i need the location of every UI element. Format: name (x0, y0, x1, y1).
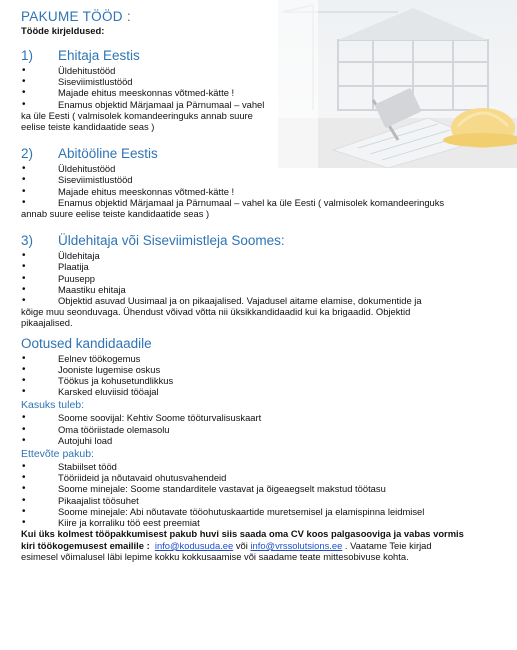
list-item: • Siseviimistlustööd (21, 76, 491, 87)
page-subtitle: Tööde kirjeldused: (21, 25, 105, 36)
list-item: • Tööriideid ja nõutavaid ohutusvahendeid (21, 472, 491, 483)
section-3-title: Üldehitaja või Siseviimistleja Soomes: (58, 233, 285, 249)
section-2-list (21, 163, 491, 219)
list-item: • Üldehitustööd (21, 163, 491, 174)
closing-line-2-text: kiri töökogemusest emailile : (21, 539, 150, 551)
list-item: • Maastiku ehitaja (21, 284, 491, 295)
list-item: • Oma tööriistade olemasolu (21, 424, 491, 435)
job-offer-document (21, 8, 491, 563)
section-2-heading (21, 145, 491, 162)
list-item-continuation: ka üle Eesti ( valmisolek komandeeringuks annab suure (21, 109, 253, 121)
list-item: • Enamus objektid Märjamaal ja Pärnumaal – vahel (21, 99, 491, 110)
section-3-list (21, 250, 491, 328)
section-1-list (21, 65, 491, 132)
expectations-heading: Ootused kandidaadile (21, 335, 152, 351)
section-1-number: 1) (21, 48, 34, 63)
list-item: • Jooniste lugemise oskus (21, 364, 491, 375)
section-1-title: Ehitaja Eestis (58, 48, 140, 63)
closing-after-text: . Vaatame Teie kirjad (342, 539, 432, 551)
list-item: • Enamus objektid Märjamaal ja Pärnumaal – vahel ka üle Eesti ( valmisolek komandeeringuks (21, 197, 491, 208)
list-item: • Majade ehitus meeskonnas võtmed-kätte ! (21, 87, 491, 98)
list-item: • Soome minejale: Soome standarditele vastavat ja õigeaegselt makstud töötasu (21, 483, 491, 494)
section-3-number: 3) (21, 233, 34, 249)
list-item: • Töökus ja kohusetundlikkus (21, 375, 491, 386)
list-item: • Üldehitaja (21, 250, 491, 261)
list-item: • Autojuhi load (21, 435, 491, 446)
list-item: • Objektid asuvad Uusimaal ja on pikaajalised. Vajadusel aitame elamise, dokumentide ja (21, 295, 491, 306)
closing-line-2 (21, 540, 491, 552)
closing-call-to-action (21, 528, 491, 551)
list-item: • Puusepp (21, 273, 491, 284)
list-item: • Siseviimistlustööd (21, 174, 491, 185)
offer-list (21, 461, 491, 528)
page-title: PAKUME TÖÖD : (21, 9, 131, 24)
advantage-heading: Kasuks tuleb: (21, 399, 85, 412)
list-item-continuation: eelise teiste kandidaatide seas ) (21, 121, 155, 133)
section-2-title: Abitööline Eestis (58, 146, 158, 162)
list-item: • Karsked eluviisid tööajal (21, 386, 491, 397)
list-item-continuation: annab suure eelise teiste kandidaatide seas ) (21, 208, 210, 220)
list-item: • Majade ehitus meeskonnas võtmed-kätte ! (21, 186, 491, 197)
advantage-list (21, 412, 491, 446)
list-item: • Stabiilset tööd (21, 461, 491, 472)
email-link-vrssolutsions[interactable]: info@vrssolutsions.ee (250, 539, 343, 551)
list-item: • Plaatija (21, 261, 491, 272)
or-text: või (233, 539, 251, 551)
list-item-continuation: pikaajalised. (21, 317, 73, 329)
section-3-heading (21, 232, 491, 249)
closing-line-3: esimesel võimalusel läbi lepime kokku kokkusaamise või saadame teate mittesobivuse kohta. (21, 551, 409, 563)
list-item: • Eelnev töökogemus (21, 353, 491, 364)
email-link-kodusuda[interactable]: info@kodusuda.ee (154, 539, 234, 551)
list-item: • Soome soovijal: Kehtiv Soome tööturvalisuskaart (21, 412, 491, 423)
list-item: • Kiire ja korraliku töö eest preemiat (21, 517, 491, 528)
list-item: • Pikaajalist töösuhet (21, 495, 491, 506)
list-item: • Üldehitustööd (21, 65, 491, 76)
closing-line-1: Kui üks kolmest tööpakkumisest pakub huvi siis saada oma CV koos palgasooviga ja vabas vormis (21, 528, 464, 540)
list-item: • Soome minejale: Abi nõutavate tööohutuskaartide muretsemisel ja elamispinna leidmisel (21, 506, 491, 517)
section-2-number: 2) (21, 146, 34, 162)
expectations-list (21, 353, 491, 398)
offer-heading: Ettevõte pakub: (21, 448, 94, 461)
list-item-continuation: kõige muu seonduvaga. Ühendust võivad võtta nii üksikkandidaadid kui ka brigaadid. Objektid (21, 306, 411, 318)
section-1-heading (21, 47, 491, 64)
